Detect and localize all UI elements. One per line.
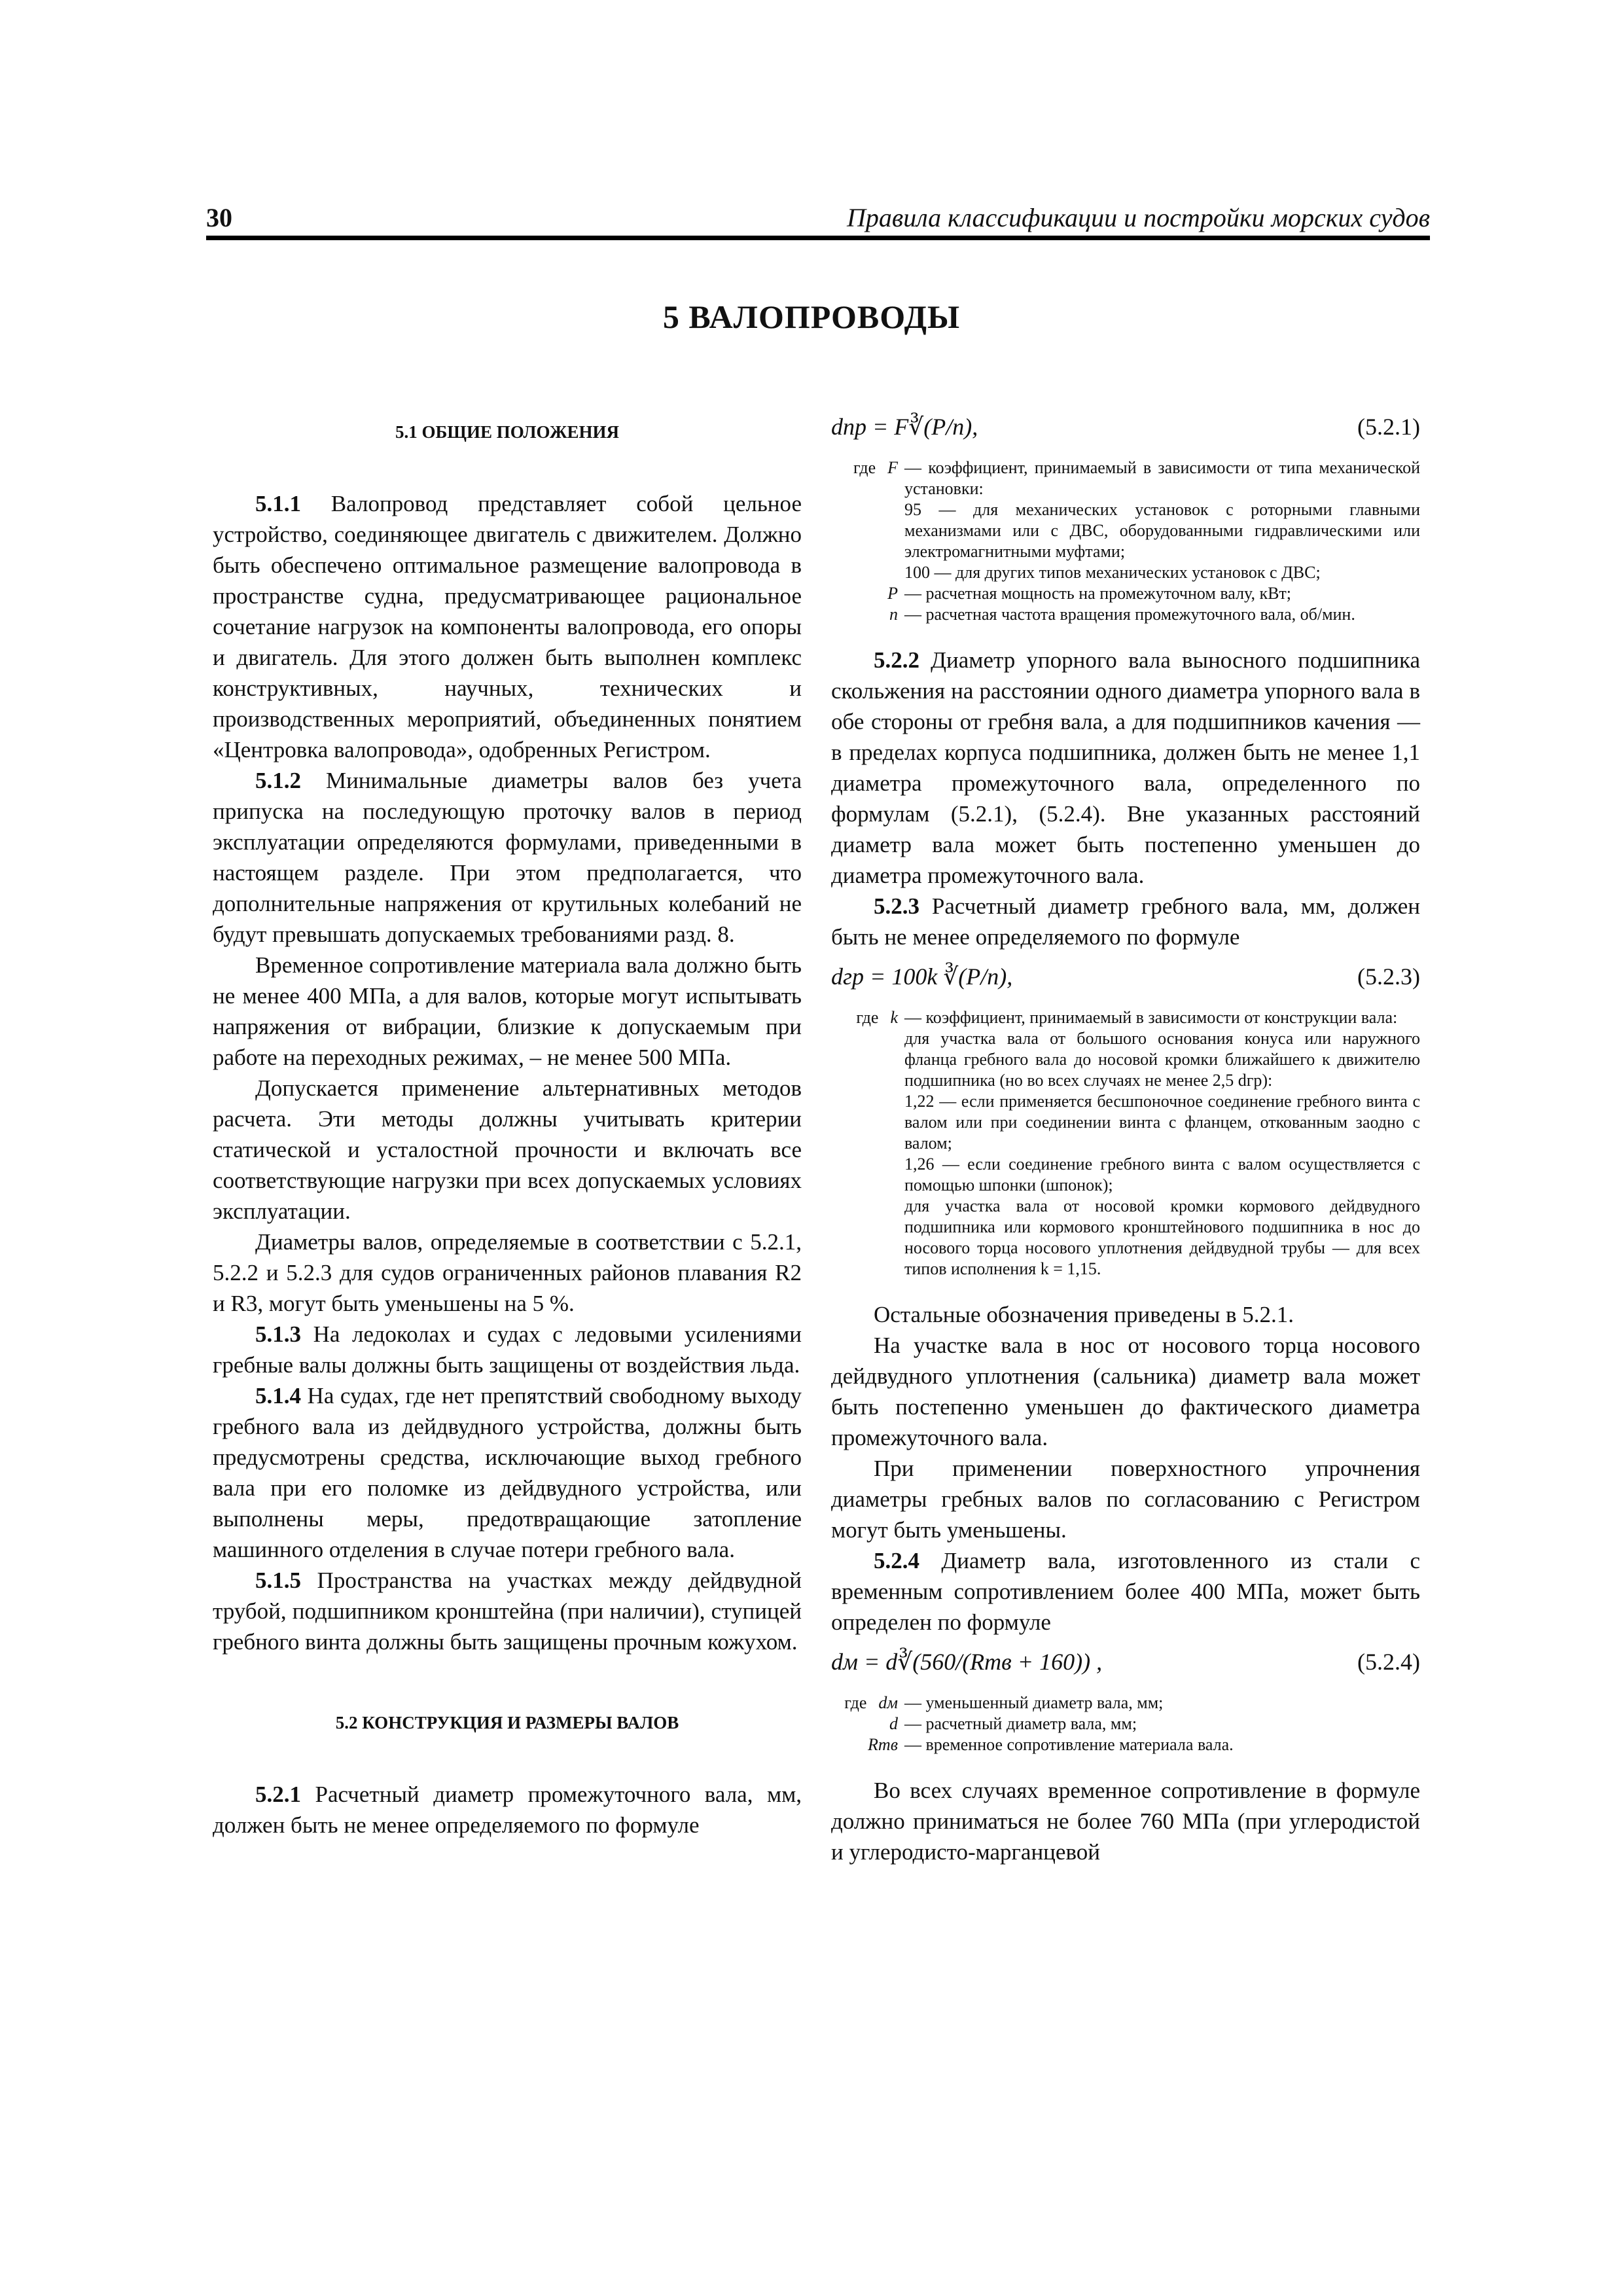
symbol-P: P	[887, 584, 898, 603]
legend-F-95: 95 — для механических установок с роторными главными механизмами или с ДВС, оборудованными гидравлическими или электромагнитными муфтами;	[904, 500, 1420, 561]
clause-number: 5.2.3	[874, 893, 919, 919]
equation-number: (5.2.4)	[1357, 1649, 1420, 1675]
formula-expression: dгр = 100k ∛(P/n),	[831, 963, 1013, 990]
formula-5-2-4-legend	[831, 1693, 1420, 1755]
legend-n: — расчетная частота вращения промежуточного вала, об/мин.	[904, 605, 1355, 624]
clause-number: 5.1.4	[255, 1383, 301, 1408]
paragraph-text: На ледоколах и судах с ледовыми усилениями гребные валы должны быть защищены от воздействия льда.	[213, 1321, 802, 1378]
left-column	[213, 403, 802, 1840]
clause-number: 5.2.1	[255, 1782, 301, 1807]
clause-number: 5.2.4	[874, 1548, 919, 1573]
legend-d: — расчетный диаметр вала, мм;	[904, 1714, 1137, 1733]
formula-expression: dпр = F∛(P/n),	[831, 414, 978, 440]
formula-expression: dм = d∛(560/(Rmв + 160)) ,	[831, 1649, 1103, 1675]
paragraph-alternative-methods: Допускается применение альтернативных методов расчета. Эти методы должны учитывать критерии статической и усталостной прочности и включать все соответствующие нагрузки при всех допускаемых условиях эксплуатации.	[213, 1075, 802, 1224]
paragraph-bow-section: На участке вала в нос от носового торца носового дейдвудного уплотнения (сальника) диаметр вала может быть постепенно уменьшен до фактического диаметра промежуточного вала.	[831, 1333, 1420, 1450]
paragraph-other-symbols: Остальные обозначения приведены в 5.2.1.	[874, 1302, 1294, 1327]
paragraph-text: Диаметр вала, изготовленного из стали с временным сопротивлением более 400 МПа, может быть определен по формуле	[831, 1548, 1420, 1635]
paragraph-5-2-4	[831, 1545, 1420, 1638]
paragraph-5-2-1	[213, 1779, 802, 1840]
formula-5-2-3-legend	[831, 1007, 1420, 1280]
symbol-k: k	[890, 1008, 898, 1027]
paragraph-text: Диаметр упорного вала выносного подшипника скольжения на расстоянии одного диаметра упорного вала в обе стороны от гребня вала, а для подшипников качения — в пределах корпуса подшипника, должен быть не менее 1,1 диаметра промежуточного вала, определенного по формулам (5.2.1), (5.2.4). Вне указанных расстояний диаметр вала может быть постепенно уменьшен до диаметра промежуточного вала.	[831, 647, 1420, 888]
legend-dm: — уменьшенный диаметр вала, мм;	[904, 1693, 1164, 1712]
paragraph-5-1-5	[213, 1565, 802, 1657]
where-word: где	[853, 458, 876, 477]
clause-number: 5.1.2	[255, 768, 301, 793]
paragraph-5-2-2	[831, 645, 1420, 891]
right-column	[831, 403, 1420, 1867]
paragraph-5-1-3	[213, 1319, 802, 1380]
legend-k: — коэффициент, принимаемый в зависимости от конструкции вала:	[904, 1008, 1398, 1027]
clause-number: 5.1.3	[255, 1321, 301, 1347]
paragraph-text: Валопровод представляет собой цельное устройство, соединяющее двигатель с движителем. Должно быть обеспечено оптимальное размещение валопровода в пространстве судна, предусматривающее рациональное сочетание нагрузок на компоненты валопровода, его опоры и двигатель. Для этого должен быть выполнен комплекс конструктивных, научных, технических и производственных мероприятий, объединенных понятием «Центровка валопровода», одобренных Регистром.	[213, 491, 802, 762]
paragraph-5-1-1	[213, 488, 802, 765]
equation-number: (5.2.3)	[1357, 963, 1420, 990]
section-title: 5 ВАЛОПРОВОДЫ	[662, 298, 961, 335]
running-header	[206, 196, 1430, 240]
symbol-d: d	[889, 1714, 898, 1733]
formula-5-2-1-legend	[831, 457, 1420, 625]
formula-5-2-1	[831, 409, 1420, 448]
running-title: Правила классификации и постройки морских судов	[846, 203, 1430, 232]
paragraph-text: Пространства на участках между дейдвудной трубой, подшипником кронштейна (при наличии), ступицей гребного винта должны быть защищены прочным кожухом.	[213, 1568, 802, 1655]
legend-P: — расчетная мощность на промежуточном валу, кВт;	[904, 584, 1292, 603]
paragraph-text: На судах, где нет препятствий свободному выходу гребного вала из дейдвудного устройства, должны быть предусмотрены средства, исключающие выход гребного вала при его поломке из дейдвудного устройства, или выполнены меры, предотвращающие затопление машинного отделения в случае потери гребного вала.	[213, 1383, 802, 1562]
symbol-dm: dм	[878, 1693, 898, 1712]
paragraph-text: Минимальные диаметры валов без учета припуска на последующую проточку валов в период эксплуатации определяются формулами, приведенными в настоящем разделе. При этом предполагается, что дополнительные напряжения от крутильных колебаний не будут превышать допускаемых требованиями разд. 8.	[213, 768, 802, 947]
legend-F: — коэффициент, принимаемый в зависимости от типа механической установки:	[904, 458, 1420, 498]
paragraph-5-2-3	[831, 891, 1420, 952]
subsection-heading-5-2: 5.2 КОНСТРУКЦИЯ И РАЗМЕРЫ ВАЛОВ	[335, 1713, 679, 1732]
legend-Rmv: — временное сопротивление материала вала.	[904, 1735, 1234, 1754]
subsection-heading-5-1: 5.1 ОБЩИЕ ПОЛОЖЕНИЯ	[395, 422, 620, 442]
legend-F-100: 100 — для других типов механических установок с ДВС;	[904, 563, 1321, 582]
formula-5-2-4	[831, 1644, 1420, 1683]
page-number: 30	[206, 203, 232, 232]
paragraph-reduction: Диаметры валов, определяемые в соответствии с 5.2.1, 5.2.2 и 5.2.3 для судов ограниченных районов плавания R2 и R3, могут быть уменьшены на 5 %.	[213, 1229, 802, 1316]
paragraph-surface-hardening: При применении поверхностного упрочнения диаметры гребных валов по согласованию с Регистром могут быть уменьшены.	[831, 1456, 1420, 1543]
legend-k-section-a: для участка вала от большого основания конуса или наружного фланца гребного вала до носовой кромки ближайшего к движителю подшипника (но во всех случаях не менее 2,5 dгр):	[904, 1029, 1420, 1090]
legend-k-section-b: для участка вала от носовой кромки кормового дейдвудного подшипника или кормового кронштейнового подшипника в нос до носового торца носового уплотнения дейдвудной трубы — для всех типов исполнения k = 1,15.	[904, 1196, 1420, 1278]
paragraph-strength: Временное сопротивление материала вала должно быть не менее 400 МПа, а для валов, которые могут испытывать напряжения от вибрации, близкие к допускаемым при работе на переходных режимах, – не менее 500 МПа.	[213, 952, 802, 1070]
clause-number: 5.1.5	[255, 1568, 301, 1593]
legend-k-1-22: 1,22 — если применяется бесшпоночное соединение гребного винта с валом или при соединении винта с фланцем, откованным заодно с валом;	[904, 1092, 1420, 1153]
where-word: где	[844, 1693, 867, 1712]
paragraph-text: Расчетный диаметр промежуточного вала, мм, должен быть не менее определяемого по формуле	[213, 1782, 802, 1838]
paragraph-text: Расчетный диаметр гребного вала, мм, должен быть не менее определяемого по формуле	[831, 893, 1420, 950]
symbol-F: F	[887, 458, 898, 477]
paragraph-5-1-2	[213, 765, 802, 950]
equation-number: (5.2.1)	[1357, 414, 1420, 440]
where-word: где	[856, 1008, 879, 1027]
symbol-Rmv: Rmв	[868, 1735, 898, 1754]
clause-number: 5.2.2	[874, 647, 919, 673]
formula-5-2-3	[831, 959, 1420, 998]
clause-number: 5.1.1	[255, 491, 301, 516]
paragraph-all-cases: Во всех случаях временное сопротивление в формуле должно приниматься не более 760 МПа (при углеродистой и углеродисто-марганцевой	[831, 1778, 1420, 1865]
legend-k-1-26: 1,26 — если соединение гребного винта с валом осуществляется с помощью шпонки (шпонок);	[904, 1155, 1420, 1194]
symbol-n: n	[889, 605, 898, 624]
paragraph-5-1-4	[213, 1380, 802, 1565]
